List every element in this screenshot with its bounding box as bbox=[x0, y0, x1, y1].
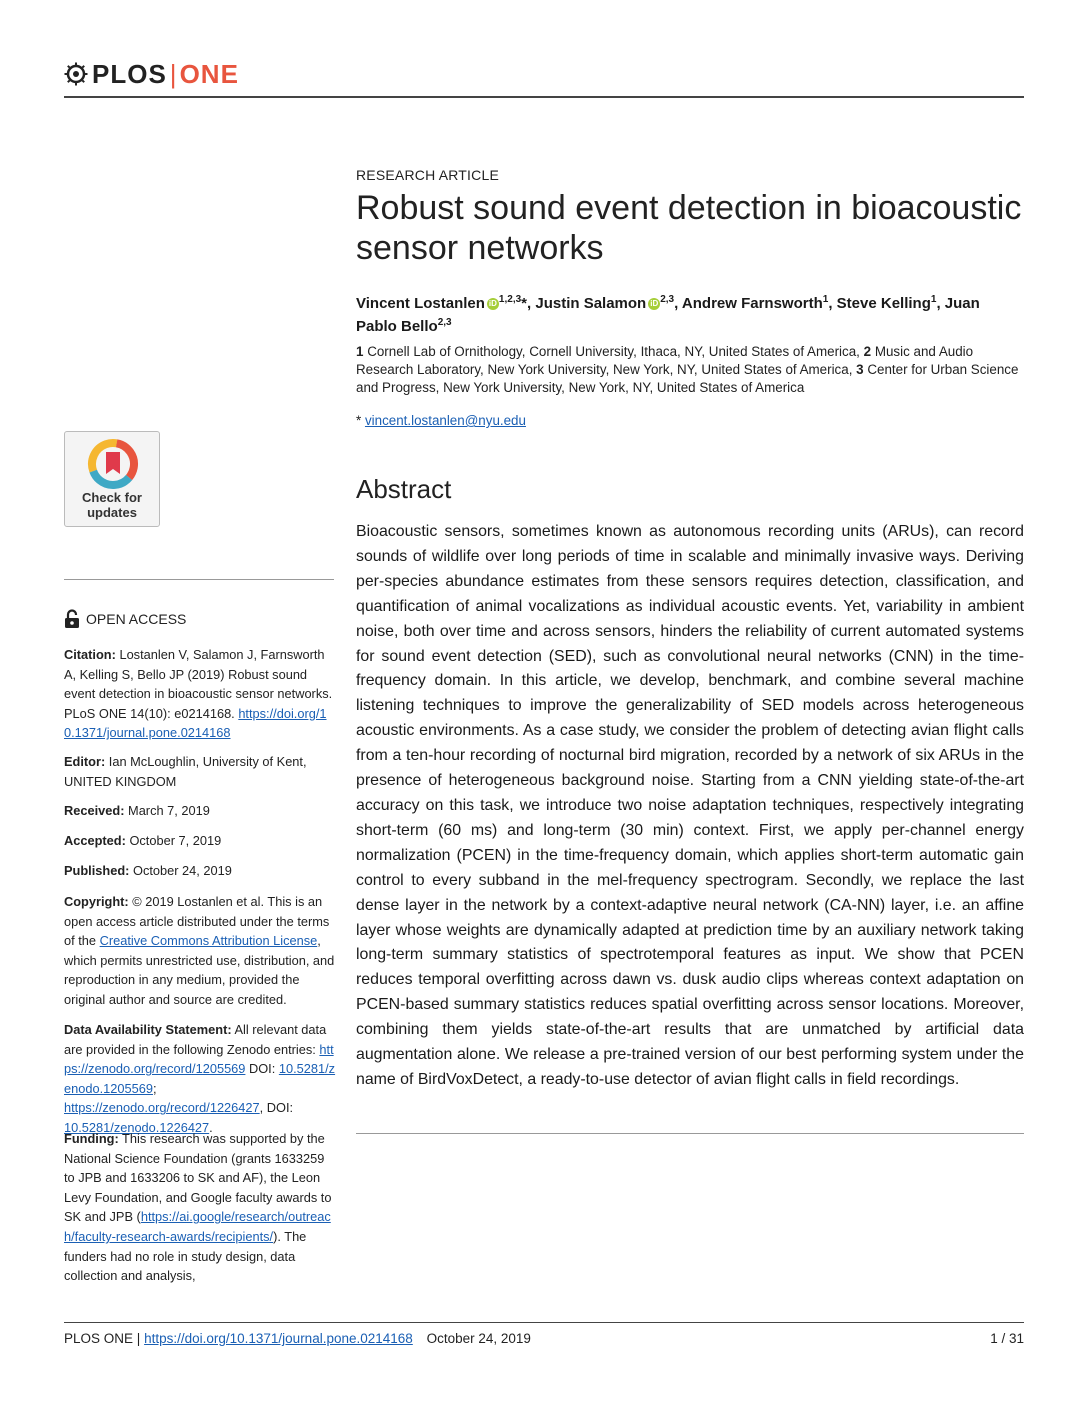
editor-label: Editor: bbox=[64, 754, 106, 769]
author-name: Vincent Lostanlen bbox=[356, 295, 485, 312]
open-access-label: OPEN ACCESS bbox=[86, 611, 187, 627]
check-for-updates-icon bbox=[87, 438, 139, 490]
footer-date: October 24, 2019 bbox=[426, 1331, 531, 1346]
funding-text: This research was supported by the National Science Foundation (grants 1633259 to JPB and 1633206 to SK and AF), the Leon Levy Foundation, and Google faculty awards to SK and JPB ( bbox=[64, 1131, 332, 1225]
sidebar-divider bbox=[64, 579, 334, 580]
citation-doi-link[interactable]: https://doi.org/10.1371/journal.pone.0214168 bbox=[64, 705, 327, 741]
affiliations bbox=[356, 343, 1024, 397]
corresponding-marker: * bbox=[521, 295, 528, 312]
page-number: 1 / 31 bbox=[990, 1331, 1024, 1346]
zenodo-link[interactable]: https://zenodo.org/record/1205569 bbox=[64, 1041, 334, 1077]
funding-label: Funding: bbox=[64, 1131, 119, 1146]
license-link[interactable]: Creative Commons Attribution License bbox=[99, 933, 318, 949]
header-divider bbox=[64, 96, 1024, 98]
check-for-updates-badge[interactable] bbox=[64, 431, 160, 527]
plos-logo-icon bbox=[64, 62, 88, 86]
zenodo-link[interactable]: https://zenodo.org/record/1226427 bbox=[64, 1100, 260, 1116]
footer-separator: | bbox=[136, 1331, 141, 1346]
check-for-updates-label: Check for updates bbox=[82, 490, 142, 520]
data-availability-block bbox=[64, 1020, 336, 1138]
editor-block bbox=[64, 752, 336, 791]
funding-text: ). The funders had no role in study design, data collection and analysis, bbox=[64, 1228, 307, 1284]
zenodo-doi-link[interactable]: 10.5281/zenodo.1205569 bbox=[64, 1061, 336, 1096]
plos-one-logo bbox=[64, 58, 239, 90]
author-list: Vincent Lostanlen iD $^{1,2,3}$*, Justin Salamon iD $^{2,3}$, Andrew Farnsworth$^1$, Steve Kelling$^1$, Juan Pablo Bello$^{2,3}$ bbox=[356, 294, 980, 335]
published-block bbox=[64, 861, 336, 881]
corresponding-marker: * bbox=[356, 413, 362, 428]
accepted-date: October 7, 2019 bbox=[129, 833, 222, 848]
abstract-text: Bioacoustic sensors, sometimes known as autonomous recording units (ARUs), can record sounds of wildlife over long periods of time in scalable and minimally invasive ways. Deriving per-species abundance estimates from these sensors requires detection, classification, and quantification of animal vocalizations as individual acoustic events. Yet, variability in ambient noise, both over time and across sensors, hinders the reliability of current automated systems for sound event detection (SED), such as convolutional neural networks (CNN) in the time-frequency domain. In this article, we develop, benchmark, and combine several machine listening techniques to improve the generalizability of SED models across heterogeneous acoustic environments. As a case study, we consider the problem of detecting avian flight calls from a ten-hour recording of nocturnal bird migration, recorded by a network of six ARUs in the presence of heterogeneous background noise. Starting from a CNN yielding state-of-the-art accuracy on this task, we introduce two noise adaptation techniques, respectively integrating short-term (60 ms) and long-term (30 min) context. First, we apply per-channel energy normalization (PCEN) in the time-frequency domain, which applies short-term automatic gain control to every subband in the mel-frequency spectrogram. Secondly, we replace the last dense layer in the network by a context-adaptive neural network (CA-NN) layer, i.e. an affine layer whose weights are dynamically adapted at prediction time by an auxiliary network taking long-term summary statistics of spectrotemporal features as input. We show that PCEN reduces temporal overfitting across dawn vs. dusk audio clips whereas context adaptation on PCEN-based summary statistics reduces spatial overfitting across sensor locations. Moreover, combining them yields state-of-the-art results that are unmatched by artificial data augmentation alone. We release a pre-trained version of our best performing system under the name of BirdVoxDetect, a ready-to-use detector of avian flight calls in field recordings. bbox=[356, 523, 1024, 1088]
data-availability-text: DOI: bbox=[248, 1061, 276, 1077]
funding-block bbox=[64, 1129, 336, 1286]
author-affiliation: 2,3 bbox=[660, 294, 675, 305]
copyright-block bbox=[64, 892, 336, 1010]
corresponding-email-link[interactable]: vincent.lostanlen@nyu.edu bbox=[364, 413, 526, 428]
author-name: Justin Salamon bbox=[535, 295, 647, 312]
affiliation-number: 1 bbox=[356, 344, 364, 359]
affiliation-text: Music and Audio Research Laboratory, New York University, New York, NY, United States of America, bbox=[356, 344, 974, 377]
citation-block bbox=[64, 645, 336, 743]
affiliation-text: Center for Urban Science and Progress, New York University, New York, NY, United States of America bbox=[356, 362, 1019, 395]
data-availability-text: . bbox=[209, 1119, 213, 1135]
author-affiliation: 1,2,3 bbox=[498, 294, 522, 305]
author-name: Steve Kelling bbox=[836, 295, 931, 312]
copyright-text: , which permits unrestricted use, distribution, and reproduction in any medium, provided the original author and source are credited. bbox=[64, 933, 335, 1007]
article-type: RESEARCH ARTICLE bbox=[356, 167, 499, 183]
data-availability-label: Data Availability Statement: bbox=[64, 1022, 232, 1037]
author-name: Juan Pablo Bello bbox=[356, 295, 980, 335]
published-date: October 24, 2019 bbox=[132, 863, 232, 878]
footer-divider bbox=[64, 1322, 1024, 1323]
article-title: Robust sound event detection in bioacoustic sensor networks bbox=[356, 189, 1022, 267]
logo-plos-text: PLOS bbox=[92, 58, 167, 89]
received-label: Received: bbox=[64, 803, 125, 818]
abstract-divider bbox=[356, 1133, 1024, 1134]
logo-separator: | bbox=[169, 58, 177, 89]
abstract-heading: Abstract bbox=[356, 474, 452, 504]
footer-citation bbox=[64, 1331, 531, 1346]
author-affiliation: 1 bbox=[822, 294, 829, 305]
open-access-badge bbox=[64, 609, 186, 629]
copyright-label: Copyright: bbox=[64, 894, 129, 909]
published-label: Published: bbox=[64, 863, 130, 878]
author-affiliation: 2,3 bbox=[437, 317, 452, 328]
citation-text: Lostanlen V, Salamon J, Farnsworth A, Kelling S, Bello JP (2019) Robust sound event detection in bioacoustic sensor networks. PLoS ONE 14(10): e0214168. bbox=[64, 647, 333, 721]
received-date: March 7, 2019 bbox=[128, 803, 210, 818]
citation-label: Citation: bbox=[64, 647, 116, 662]
affiliation-text: Cornell Lab of Ornithology, Cornell University, Ithaca, NY, United States of America, bbox=[367, 344, 860, 359]
editor-text: Ian McLoughlin, University of Kent, UNITED KINGDOM bbox=[64, 754, 307, 789]
author-affiliation: 1 bbox=[930, 294, 937, 305]
funding-link[interactable]: https://ai.google/research/outreach/faculty-research-awards/recipients/ bbox=[64, 1209, 331, 1244]
data-availability-text: All relevant data are provided in the following Zenodo entries: bbox=[64, 1022, 327, 1057]
data-availability-text: ; bbox=[152, 1080, 157, 1096]
accepted-label: Accepted: bbox=[64, 833, 126, 848]
footer-journal: PLOS ONE bbox=[64, 1331, 134, 1346]
orcid-icon[interactable]: iD bbox=[650, 299, 659, 309]
affiliation-number: 3 bbox=[856, 362, 864, 377]
footer-doi-link[interactable]: https://doi.org/10.1371/journal.pone.0214168 bbox=[144, 1331, 413, 1346]
affiliation-number: 2 bbox=[863, 344, 872, 359]
zenodo-doi-link[interactable]: 10.5281/zenodo.1226427 bbox=[64, 1119, 210, 1135]
corresponding-email-line bbox=[356, 413, 1024, 428]
data-availability-text: , DOI: bbox=[259, 1100, 294, 1116]
author-name: Andrew Farnsworth bbox=[681, 295, 823, 312]
received-block bbox=[64, 801, 336, 821]
accepted-block bbox=[64, 831, 336, 851]
logo-one-text: ONE bbox=[179, 58, 239, 89]
copyright-text: © 2019 Lostanlen et al. This is an open access article distributed under the terms of the bbox=[64, 894, 330, 949]
open-lock-icon bbox=[64, 609, 80, 629]
orcid-icon[interactable]: iD bbox=[488, 299, 497, 309]
